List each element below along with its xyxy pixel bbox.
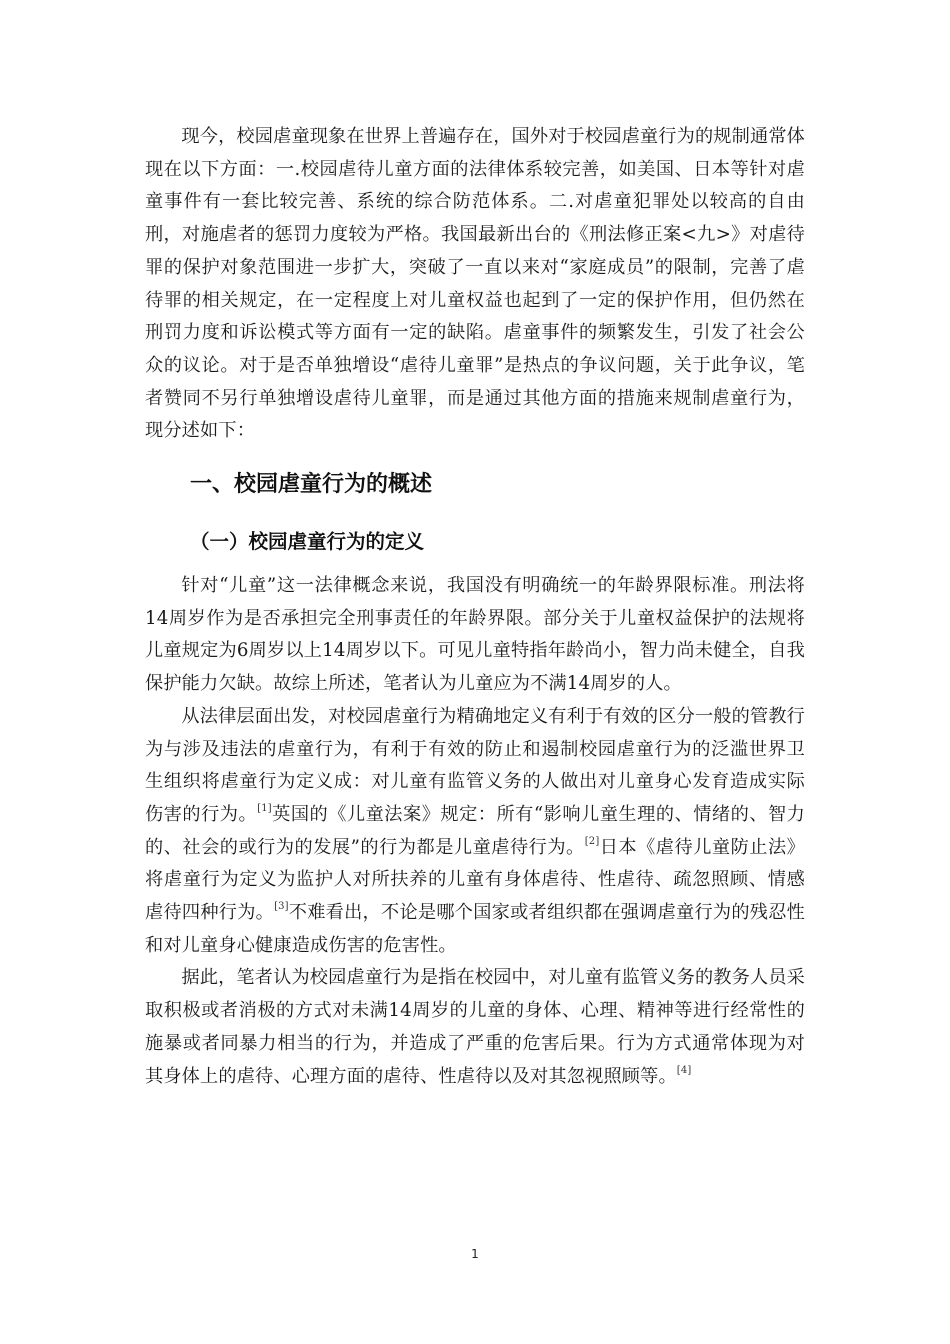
conclusion-paragraph xyxy=(145,962,805,1093)
section-heading: 一、校园虐童行为的概述 xyxy=(190,472,433,498)
intro-paragraph: 现今，校园虐童现象在世界上普遍存在，国外对于校园虐童行为的规制通常体现在以下方面：一.校园虐待儿童方面的法律体系较完善，如美国、日本等针对虐童事件有一套比较完善、系统的综合防范体系。二.对虐童犯罪处以较高的自由刑，对施虐者的惩罚力度较为严格。我国最新出台的《刑法修正案<九>》对虐待罪的保护对象范围进一步扩大，突破了一直以来对“家庭成员”的限制，完善了虐待罪的相关规定，在一定程度上对儿童权益也起到了一定的保护作用，但仍然在刑罚力度和诉讼模式等方面有一定的缺陷。虐童事件的频繁发生，引发了社会公众的议论。对于是否单独增设“虐待儿童罪”是热点的争议问题，关于此争议，笔者赞同不另行单独增设虐待儿童罪，而是通过其他方面的措施来规制虐童行为，现分述如下： xyxy=(145,126,805,442)
legal-definition-text-1: 从法律层面出发，对校园虐童行为精确地定义有利于有效的区分一般的管教行为与涉及违法的虐童行为，有利于有效的防止和遏制校园虐童行为的泛滥世界卫生组织将虐童行为定义成：对儿童有监管义务的人做出对儿童身心发育造成实际伤害的行为。 xyxy=(145,705,805,825)
citation-ref-4: [4] xyxy=(676,1064,692,1076)
subsection-heading: （一）校园虐童行为的定义 xyxy=(190,530,425,554)
conclusion-text: 据此，笔者认为校园虐童行为是指在校园中，对儿童有监管义务的教务人员采取积极或者消极的方式对未满14周岁的儿童的身体、心理、精神等进行经常性的施暴或者同暴力相当的行为，并造成了严重的危害后果。行为方式通常体现为对其身体上的虐待、心理方面的虐待、性虐待以及对其忽视照顾等。 xyxy=(145,967,805,1087)
citation-ref-1: [1] xyxy=(257,802,272,814)
document-body xyxy=(145,121,805,1093)
legal-definition-paragraph xyxy=(145,701,805,963)
legal-definition-text-3: 日本《虐待儿童防止法》将虐童行为定义为监护人对所扶养的儿童有身体虐待、性虐待、疏忽照顾、情感虐待四种行为。 xyxy=(145,836,805,924)
page-number: 1 xyxy=(471,1247,479,1261)
legal-definition-text-4: 不难看出，不论是哪个国家或者组织都在强调虐童行为的残忍性和对儿童身心健康造成伤害的危害性。 xyxy=(145,902,805,956)
citation-ref-2: [2] xyxy=(584,835,600,847)
citation-ref-3: [3] xyxy=(274,901,289,912)
legal-definition-text-2: 英国的《儿童法案》规定：所有“影响儿童生理的、情绪的、智力的、社会的或行为的发展”的行为都是儿童虐待行为。 xyxy=(145,803,806,858)
child-definition-paragraph: 针对“儿童”这一法律概念来说，我国没有明确统一的年龄界限标准。刑法将14周岁作为是否承担完全刑事责任的年龄界限。部分关于儿童权益保护的法规将儿童规定为6周岁以上14周岁以下。可见儿童特指年龄尚小，智力尚未健全，自我保护能力欠缺。故综上所述，笔者认为儿童应为不满14周岁的人。 xyxy=(145,575,805,695)
